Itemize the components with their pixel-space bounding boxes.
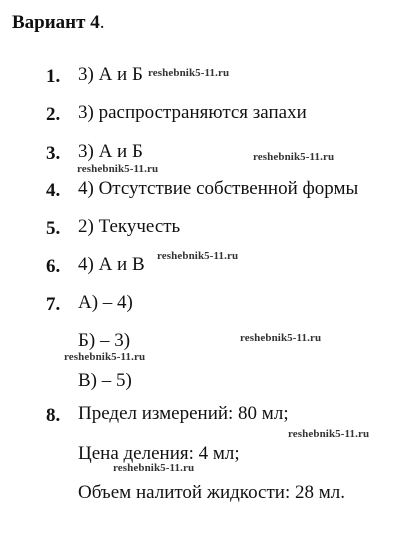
page-title <box>12 12 104 34</box>
watermark: reshebnik5-11.ru <box>157 250 239 262</box>
answer-2: 3) распространяются запахи <box>78 102 307 123</box>
answer-7-line-c: В) – 5) <box>78 370 132 391</box>
answer-8-line-3: Объем налитой жидкости: 28 мл. <box>78 482 345 503</box>
answer-3: 3) А и Б <box>78 141 143 162</box>
answer-4: 4) Отсутствие собственной формы <box>78 178 359 199</box>
answer-8-line-2: Цена деления: 4 мл; <box>78 443 240 464</box>
answer-number-2: 2. <box>46 104 61 125</box>
answer-number-6: 6. <box>46 256 61 277</box>
title-text: Вариант 4 <box>12 12 100 33</box>
answer-number-1: 1. <box>46 66 61 87</box>
watermark: reshebnik5-11.ru <box>77 163 159 175</box>
answer-5: 2) Текучесть <box>78 216 181 237</box>
answer-6: 4) А и В <box>78 254 145 275</box>
answer-7-line-b: Б) – 3) <box>78 330 131 351</box>
answer-7-line-a: А) – 4) <box>78 292 133 313</box>
answer-number-5: 5. <box>46 218 61 239</box>
watermark: reshebnik5-11.ru <box>253 151 335 163</box>
watermark: reshebnik5-11.ru <box>148 67 230 79</box>
answer-1: 3) А и Б <box>78 64 143 85</box>
answer-number-7: 7. <box>46 294 61 315</box>
answer-number-3: 3. <box>46 143 61 164</box>
watermark: reshebnik5-11.ru <box>288 428 370 440</box>
watermark: reshebnik5-11.ru <box>64 351 146 363</box>
watermark: reshebnik5-11.ru <box>113 462 195 474</box>
answer-number-4: 4. <box>46 180 61 201</box>
title-dot: . <box>99 12 105 33</box>
answer-number-8: 8. <box>46 405 61 426</box>
answer-8-line-1: Предел измерений: 80 мл; <box>78 403 289 424</box>
watermark: reshebnik5-11.ru <box>240 332 322 344</box>
